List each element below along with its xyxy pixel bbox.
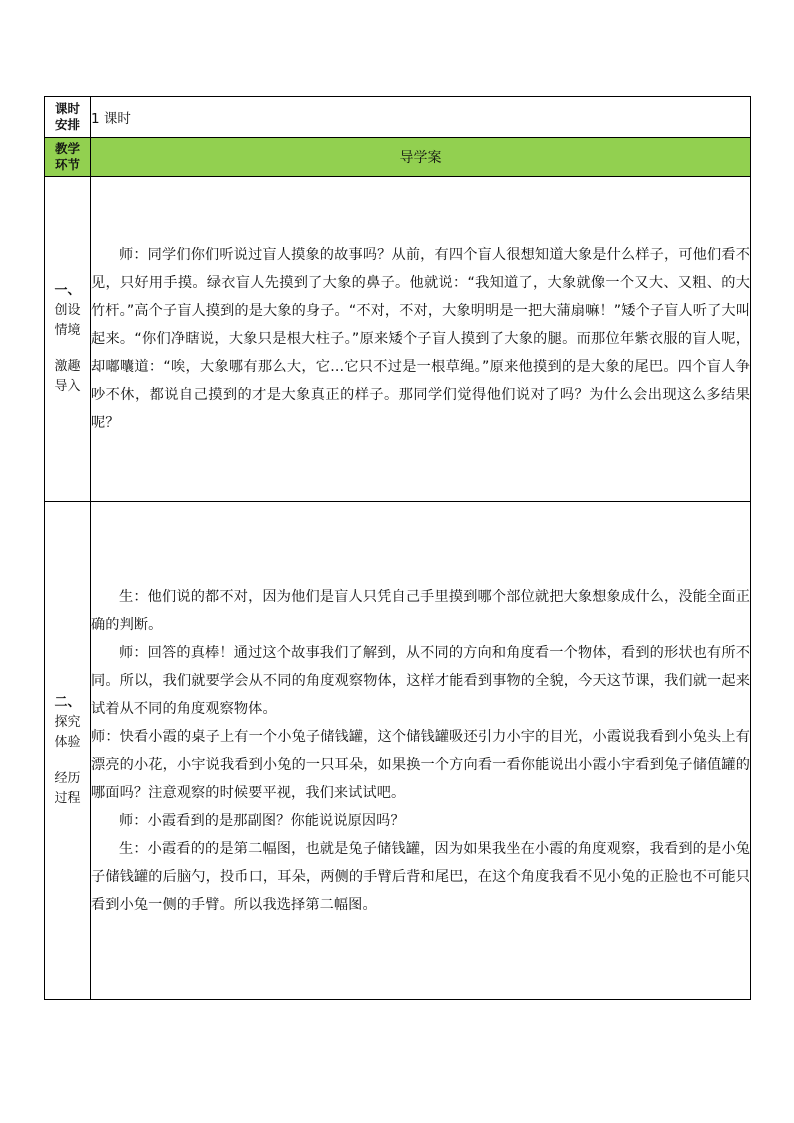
- label-teaching-section-line2: 环节: [54, 157, 80, 172]
- value-class-period: 1 课时: [91, 97, 751, 138]
- part2-paragraph-3: 师：快看小霞的桌子上有一个小兔子储钱罐，这个储钱罐吸还引力小宇的目光，小霞说我看到小兔头上有漂亮的小花，小宇说我看到小兔的一只耳朵，如果换一个方向看一看你能说出小霞小宇看到兔子储值罐的哪面吗？注意观察的时候要平视，我们来试试吧。: [91, 728, 750, 801]
- label-teaching-section-line1: 教学: [54, 141, 80, 156]
- part2-side-word2: 体验: [54, 734, 81, 750]
- row-part1: [45, 177, 751, 502]
- part2-content: [91, 502, 751, 1000]
- part2-side-word3: 经历: [54, 770, 81, 786]
- part2-paragraph-2: 师：回答的真棒！通过这个故事我们了解到，从不同的方向和角度看一个物体，看到的形状也有所不同。所以，我们就要学会从不同的角度观察物体，这样才能看到事物的全貌，今天这节课，我们就一起来试着从不同的角度观察物体。: [91, 644, 750, 717]
- part2-side-word4: 过程: [54, 790, 81, 806]
- label-class-period-line1: 课时: [54, 101, 80, 116]
- part1-paragraph: 师：同学们你们听说过盲人摸象的故事吗？从前，有四个盲人很想知道大象是什么样子，可他们看不见，只好用手摸。绿衣盲人先摸到了大象的鼻子。他就说：“我知道了，大象就像一个又大、又粗、的大竹杆。”高个子盲人摸到的是大象的身子。“不对，不对，大象明明是一把大蒲扇嘛！”矮个子盲人听了大叫起来。“你们净瞎说，大象只是根大柱子。”原来矮个子盲人摸到了大象的腿。而那位年紫衣服的盲人呢，却嘟囔道：“唉，大象哪有那么大，它...它只不过是一根草绳。”原来他摸到的是大象的尾巴。四个盲人争吵不休，都说自己摸到的才是大象真正的样子。那同学们觉得他们说对了吗？为什么会出现这么多结果呢？: [91, 247, 750, 431]
- part1-side-numeral: 一、: [54, 283, 81, 298]
- row-class-period: [45, 97, 751, 138]
- part2-paragraph-5: 生：小霞看的的是第二幅图，也就是兔子储钱罐，因为如果我坐在小霞的角度观察，我看到的是小兔子储钱罐的后脑勺，投币口，耳朵，两侧的手臂后背和尾巴，在这个角度我看不见小兔的正脸也不可能只看到小兔一侧的手臂。所以我选择第二幅图。: [91, 840, 750, 913]
- part2-paragraph-4: 师：小霞看到的是那副图？你能说说原因吗？: [119, 812, 405, 829]
- section-title: 导学案: [91, 138, 751, 177]
- part1-side-word1: 创设: [54, 303, 81, 318]
- part1-side-word3: 激趣: [54, 359, 81, 374]
- part1-side-label: [45, 177, 91, 502]
- part2-side-word1: 探究: [54, 714, 81, 730]
- part1-side-word4: 导入: [54, 379, 81, 394]
- part2-side-numeral: 二、: [54, 694, 81, 710]
- row-teaching-section: [45, 138, 751, 177]
- part2-side-label: [45, 502, 91, 1000]
- part1-side-word2: 情境: [54, 323, 81, 338]
- label-class-period-line2: 安排: [54, 117, 80, 132]
- label-class-period: [45, 97, 91, 138]
- row-part2: [45, 502, 751, 1000]
- part2-paragraph-1: 生：他们说的都不对，因为他们是盲人只凭自己手里摸到哪个部位就把大象想象成什么，没能全面正确的判断。: [91, 588, 750, 633]
- lesson-plan-table: [44, 96, 751, 1000]
- label-teaching-section: [45, 138, 91, 177]
- part1-content: [91, 177, 751, 502]
